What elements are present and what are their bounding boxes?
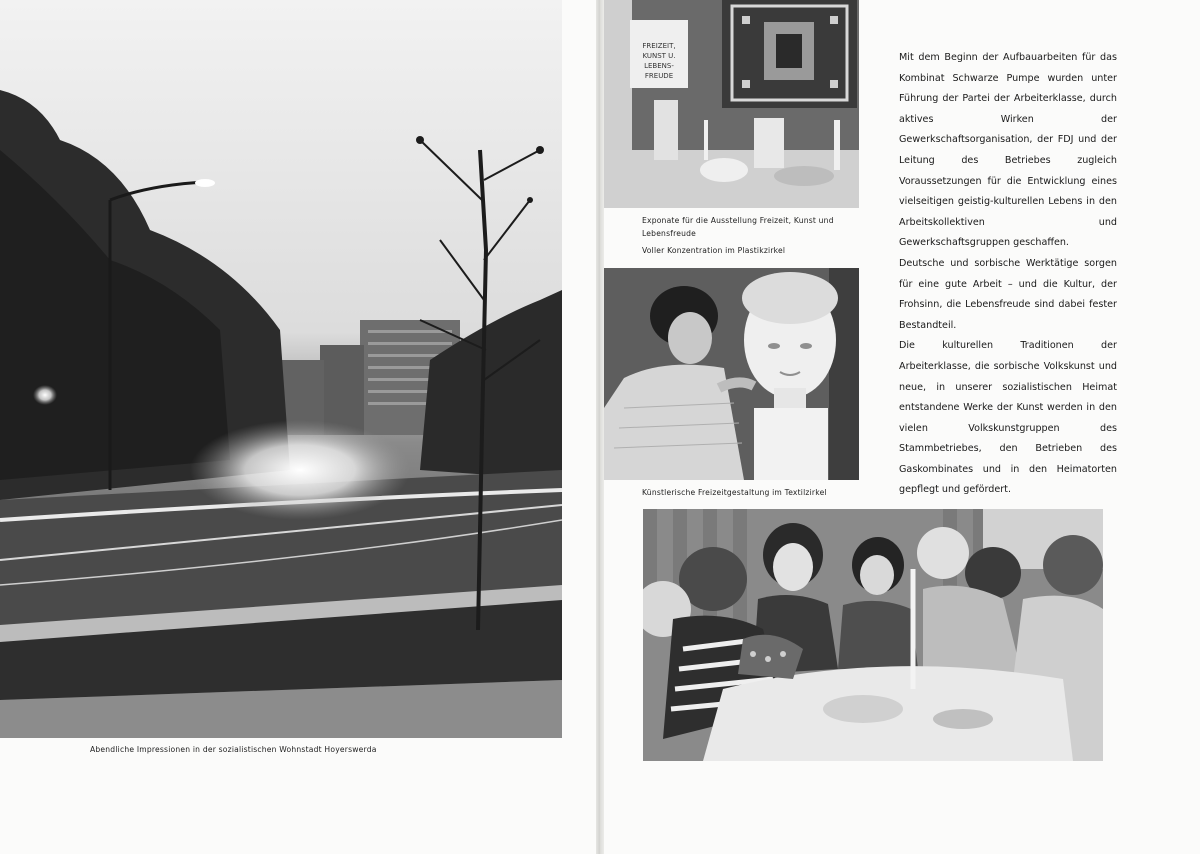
svg-text:FREIZEIT,: FREIZEIT, <box>642 42 676 50</box>
caption-night-street: Abendliche Impressionen in der sozialistischen Wohnstadt Hoyerswerda <box>90 745 377 754</box>
photo-night-street <box>0 0 562 738</box>
paragraph-3: Die kulturellen Traditionen der Arbeiterklasse, die sorbische Volkskunst und neue, in unserer sozialistischen Heimat entstandene Werke der Kunst werden in den vielen Volkskunstgruppen des Stammbetriebes, den Betrieben des Gaskombinates und in den Heimatorten gepflegt und gefördert. <box>899 340 1117 496</box>
caption-textile: Künstlerische Freizeitgestaltung im Textilzirkel <box>642 488 827 497</box>
photo-textile-group <box>643 509 1103 761</box>
photo-sculpture <box>604 268 859 480</box>
paragraph-1: Mit dem Beginn der Aufbauarbeiten für das Kombinat Schwarze Pumpe wurden unter Führung der Partei der Arbeiterklasse, durch aktives Wirken der Gewerkschaftsorganisation, der FDJ und der Leitung des Betriebes zugleich Voraussetzungen für die Entwicklung eines vielseitigen geistig-kulturellen Lebens in den Arbeitskollektiven und Gewerkschaftsgruppen geschaffen. <box>899 52 1117 249</box>
caption-plastic: Voller Konzentration im Plastikzirkel <box>642 246 786 255</box>
svg-text:LEBENS-: LEBENS- <box>644 62 674 70</box>
photo-exhibition <box>604 0 859 208</box>
caption-exhibit: Exponate für die Ausstellung Freizeit, Kunst und Lebensfreude <box>642 216 834 238</box>
book-gutter <box>596 0 604 854</box>
svg-text:FREUDE: FREUDE <box>644 72 674 80</box>
paragraph-2: Deutsche und sorbische Werktätige sorgen für eine gute Arbeit – und die Kultur, der Frohsinn, die Lebensfreude sind dabei fester Bestandteil. <box>899 257 1117 331</box>
svg-text:KUNST U.: KUNST U. <box>642 52 676 60</box>
body-text <box>899 48 1117 501</box>
